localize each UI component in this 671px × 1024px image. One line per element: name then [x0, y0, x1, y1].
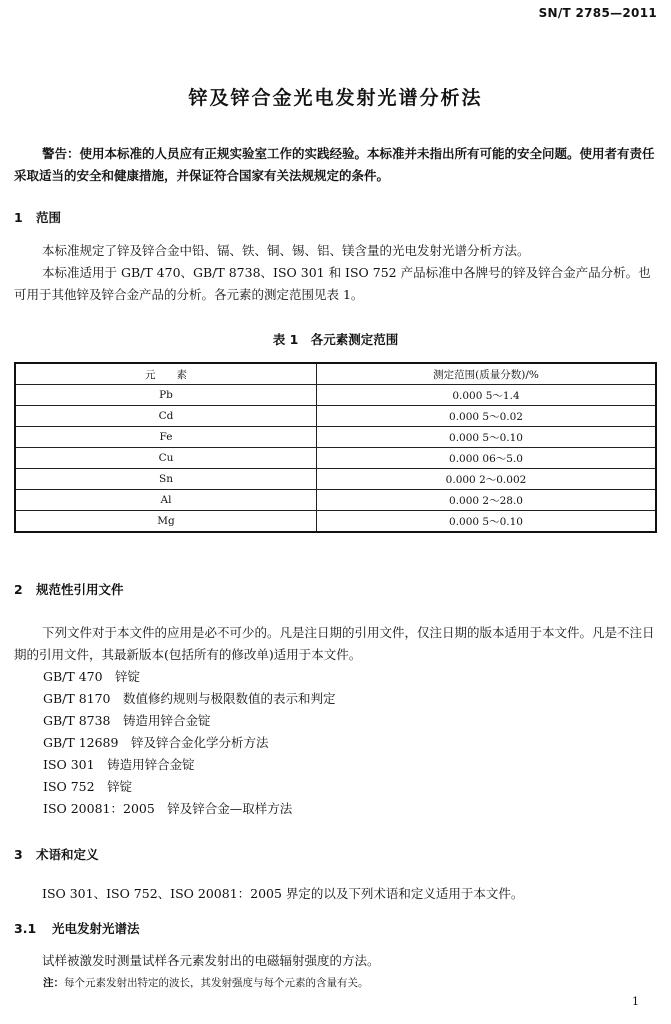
element-cell: Cd	[15, 406, 317, 427]
section-number: 2	[14, 582, 23, 597]
table-row	[15, 406, 656, 427]
section-title: 光电发射光谱法	[52, 921, 140, 936]
element-cell: Cu	[15, 448, 317, 469]
range-cell: 0.000 5～1.4	[317, 385, 657, 406]
element-cell: Al	[15, 490, 317, 511]
page-number: 1	[632, 995, 639, 1008]
element-range-table	[14, 362, 657, 533]
section-title: 范围	[36, 210, 62, 225]
scope-paragraph-2: 本标准适用于 GB/T 470、GB/T 8738、ISO 301 和 ISO 752 产品标准中各牌号的锌及锌合金产品分析。也可用于其他锌及锌合金产品的分析。各元素的测定范围见表 1。	[14, 265, 651, 302]
element-cell: Fe	[15, 427, 317, 448]
warning-paragraph: 警告：使用本标准的人员应有正规实验室工作的实践经验。本标准并未指出所有可能的安全问题。使用者有责任采取适当的安全和健康措施，并保证符合国家有关法规规定的条件。	[14, 146, 655, 183]
element-cell: Pb	[15, 385, 317, 406]
section-number: 3.1	[14, 921, 37, 936]
definition-paragraph: 试样被激发时测量试样各元素发射出的电磁辐射强度的方法。	[42, 953, 380, 968]
range-cell: 0.000 5～0.02	[317, 406, 657, 427]
reference-item: GB/T 8738 铸造用锌合金锭	[43, 713, 211, 728]
table-row	[15, 448, 656, 469]
reference-item: GB/T 470 锌锭	[43, 669, 141, 684]
reference-item: ISO 301 铸造用锌合金锭	[43, 757, 195, 772]
reference-item: ISO 752 锌锭	[43, 779, 133, 794]
range-cell: 0.000 2～0.002	[317, 469, 657, 490]
range-cell: 0.000 2～28.0	[317, 490, 657, 511]
terms-paragraph: ISO 301、ISO 752、ISO 20081：2005 界定的以及下列术语和定义适用于本文件。	[42, 886, 524, 901]
table-header-cell: 测定范围(质量分数)/%	[317, 363, 657, 385]
table-row	[15, 511, 656, 533]
table-row	[15, 427, 656, 448]
section-3-heading	[14, 845, 99, 863]
reference-item: GB/T 12689 锌及锌合金化学分析方法	[43, 735, 269, 750]
section-title: 术语和定义	[36, 847, 99, 862]
table-header-row	[15, 363, 656, 385]
note-text: 每个元素发射出特定的波长，其发射强度与每个元素的含量有关。	[64, 977, 369, 989]
table-row	[15, 385, 656, 406]
standard-number: SN/T 2785—2011	[538, 6, 657, 20]
section-title: 规范性引用文件	[36, 582, 124, 597]
note-label: 注：	[43, 977, 64, 989]
section-3-1-heading	[14, 919, 140, 937]
table-row	[15, 490, 656, 511]
scope-paragraph-1: 本标准规定了锌及锌合金中铅、镉、铁、铜、锡、铝、镁含量的光电发射光谱分析方法。	[42, 243, 530, 258]
reference-item: GB/T 8170 数值修约规则与极限数值的表示和判定	[43, 691, 336, 706]
note	[43, 975, 369, 990]
table-header-cell: 元 素	[15, 363, 317, 385]
section-1-heading	[14, 208, 61, 226]
reference-item: ISO 20081：2005 锌及锌合金—取样方法	[43, 801, 293, 816]
range-cell: 0.000 5～0.10	[317, 427, 657, 448]
section-2-heading	[14, 580, 124, 598]
element-cell: Sn	[15, 469, 317, 490]
table-caption: 表 1 各元素测定范围	[272, 332, 399, 347]
range-cell: 0.000 06～5.0	[317, 448, 657, 469]
table-row	[15, 469, 656, 490]
element-cell: Mg	[15, 511, 317, 533]
range-cell: 0.000 5～0.10	[317, 511, 657, 533]
normative-references-paragraph: 下列文件对于本文件的应用是必不可少的。凡是注日期的引用文件，仅注日期的版本适用于本文件。凡是不注日期的引用文件，其最新版本(包括所有的修改单)适用于本文件。	[14, 625, 655, 662]
section-number: 3	[14, 847, 23, 862]
section-number: 1	[14, 210, 23, 225]
document-title: 锌及锌合金光电发射光谱分析法	[188, 87, 483, 109]
